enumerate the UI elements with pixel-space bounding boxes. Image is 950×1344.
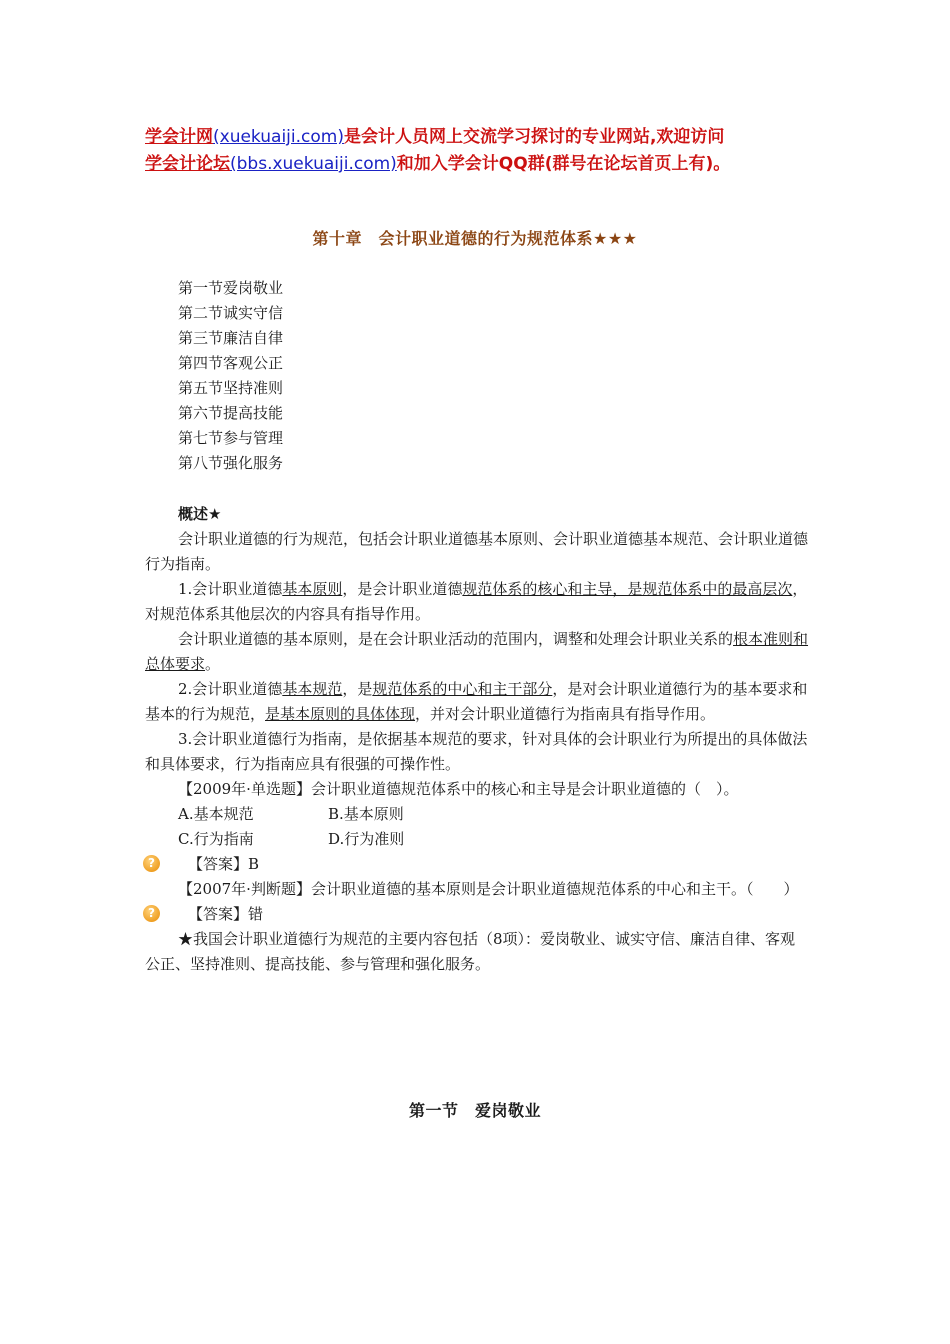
- text-run: 会计职业道德的基本原则，是在会计职业活动的范围内，调整和处理会计职业关系的: [178, 630, 734, 648]
- paragraph-basic-norm: [145, 677, 810, 727]
- text-run: 2.会计职业道德: [178, 680, 283, 698]
- option-c: C.行为指南: [178, 830, 254, 848]
- banner-line1-text: 是会计人员网上交流学习探讨的专业网站,欢迎访问: [343, 127, 725, 147]
- summary-paragraph: ★我国会计职业道德行为规范的主要内容包括（8项）：爱岗敬业、诚实守信、廉洁自律、客观公正、坚持准则、提高技能、参与管理和强化服务。: [145, 930, 796, 973]
- option-a: A.基本规范: [178, 805, 254, 823]
- question-1-answer-row: [145, 852, 810, 877]
- text-run: ，是对会计职业道德行为的基本要求和基本的行为规范，: [145, 680, 808, 723]
- underlined-term: 基本原则: [282, 580, 343, 598]
- option-d: D.行为准则: [328, 830, 405, 848]
- overview-heading: 概述★: [178, 505, 222, 523]
- toc-item: 第五节坚持准则: [178, 379, 284, 397]
- banner-line-2: [145, 151, 825, 178]
- underlined-term: 规范体系的核心和主导，是规范体系中的最高层次: [462, 580, 793, 598]
- toc-item: 第二节诚实守信: [178, 304, 284, 322]
- help-icon[interactable]: ?: [143, 905, 160, 922]
- forum-name-link[interactable]: 学会计论坛: [145, 154, 230, 174]
- question-1-options-row-1: [145, 802, 810, 827]
- banner-line2-text: 和加入学会计QQ群(群号在论坛首页上有)。: [396, 154, 731, 174]
- underlined-term: 基本规范: [282, 680, 343, 698]
- question-2-answer-row: [145, 902, 810, 927]
- main-content: [145, 502, 810, 977]
- help-icon[interactable]: ?: [143, 855, 160, 872]
- banner-line-1: [145, 124, 825, 151]
- question-1-answer: 【答案】B: [188, 855, 260, 873]
- toc-item: 第四节客观公正: [178, 354, 284, 372]
- paragraph-principle-definition: [145, 627, 810, 677]
- text-run: ，是: [342, 680, 373, 698]
- table-of-contents: [178, 276, 283, 476]
- text-run: 1.会计职业道德: [178, 580, 283, 598]
- question-1: 【2009年·单选题】会计职业道德规范体系中的核心和主导是会计职业道德的（ ）。: [178, 780, 739, 798]
- toc-item: 第七节参与管理: [178, 429, 284, 447]
- toc-item: 第三节廉洁自律: [178, 329, 284, 347]
- section-title: 第一节 爱岗敬业: [408, 1101, 541, 1120]
- text-run: ，对规范体系其他层次的内容具有指导作用。: [145, 580, 808, 623]
- underlined-term: 规范体系的中心和主干部分: [372, 680, 553, 698]
- option-b: B.基本原则: [328, 805, 404, 823]
- text-run: ，并对会计职业道德行为指南具有指导作用。: [415, 705, 716, 723]
- site-banner: [145, 124, 825, 178]
- text-run: ，是会计职业道德: [342, 580, 463, 598]
- question-2-answer: 【答案】错: [188, 905, 264, 923]
- text-run: 。: [205, 655, 221, 673]
- site-url-link[interactable]: (xuekuaiji.com): [213, 127, 344, 147]
- forum-url-link[interactable]: (bbs.xuekuaiji.com): [230, 154, 397, 174]
- underlined-term: 根本准则和总体要求: [145, 630, 809, 673]
- toc-item: 第一节爱岗敬业: [178, 279, 284, 297]
- question-1-options-row-2: [145, 827, 810, 852]
- paragraph-behavior-guide: 3.会计职业道德行为指南，是依据基本规范的要求，针对具体的会计职业行为所提出的具体做法和具体要求，行为指南应具有很强的可操作性。: [145, 730, 808, 773]
- overview-intro: 会计职业道德的行为规范，包括会计职业道德基本原则、会计职业道德基本规范、会计职业道德行为指南。: [145, 530, 809, 573]
- underlined-term: 是基本原则的具体体现: [265, 705, 416, 723]
- toc-item: 第六节提高技能: [178, 404, 284, 422]
- site-name-link[interactable]: 学会计网: [145, 127, 213, 147]
- question-2: 【2007年·判断题】会计职业道德的基本原则是会计职业道德规范体系的中心和主干。（ ）: [178, 880, 799, 898]
- paragraph-basic-principle: [145, 577, 810, 627]
- toc-item: 第八节强化服务: [178, 454, 284, 472]
- chapter-title: 第十章 会计职业道德的行为规范体系★★★: [312, 229, 638, 248]
